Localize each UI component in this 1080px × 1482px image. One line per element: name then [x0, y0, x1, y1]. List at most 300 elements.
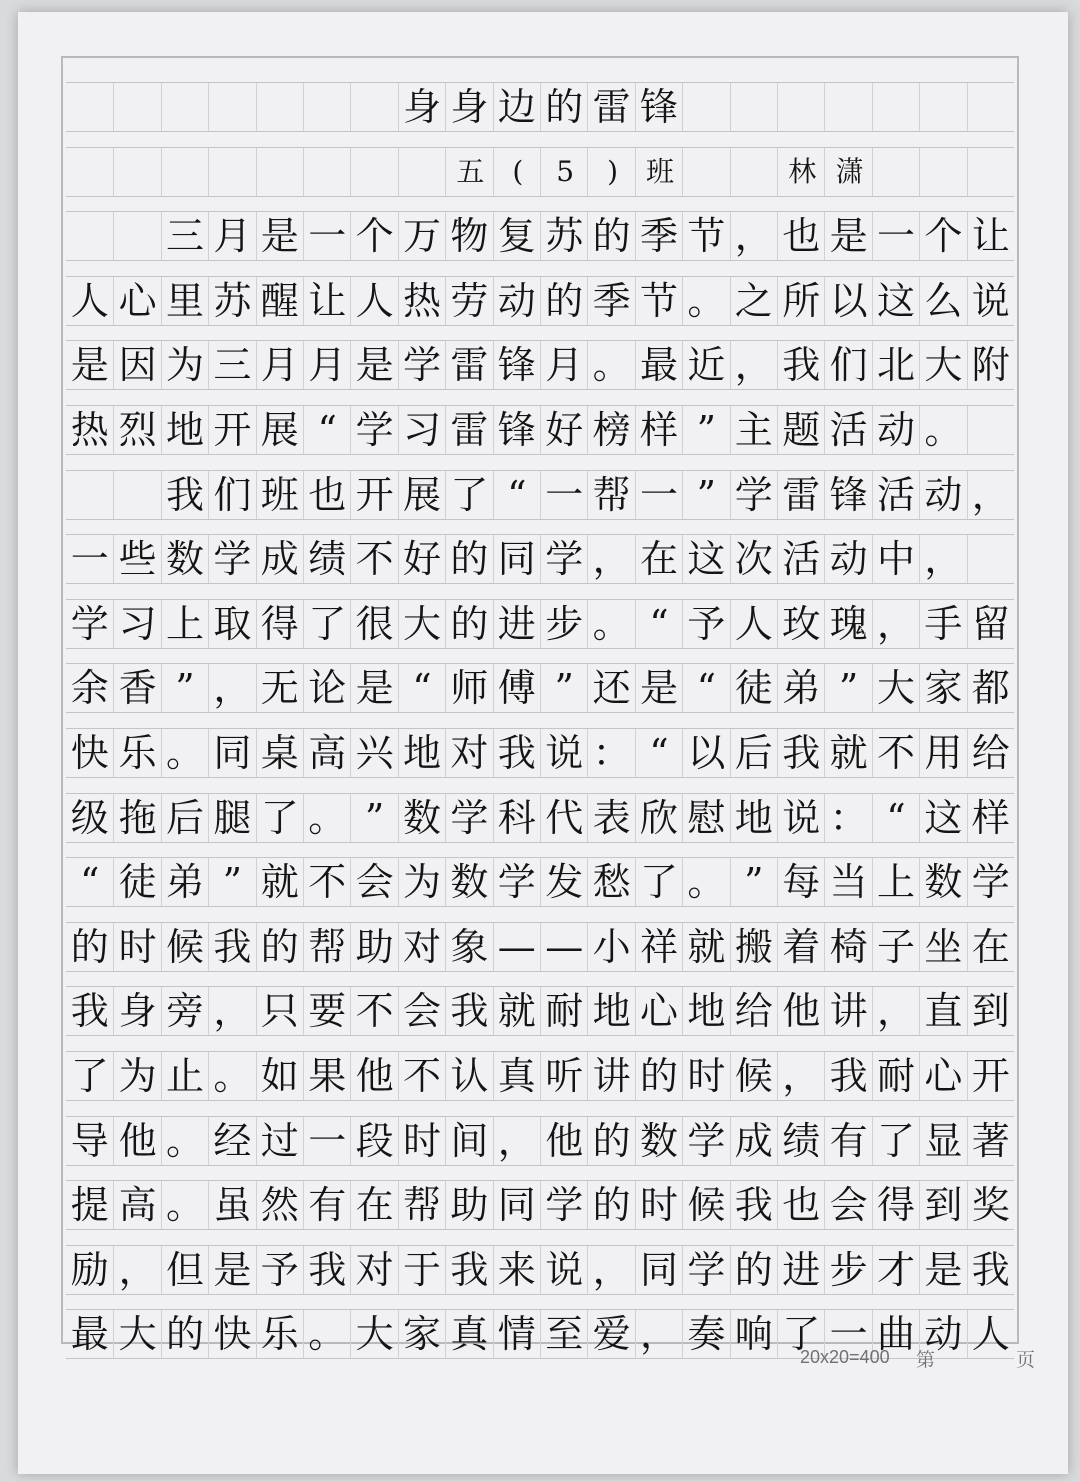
- grid-cell: 一: [540, 471, 587, 519]
- grid-cell: 大: [350, 1310, 397, 1358]
- grid-cell: 样: [967, 794, 1014, 842]
- grid-cell: 附: [967, 341, 1014, 389]
- grid-cell: 劳: [445, 277, 492, 325]
- grid-cell: [208, 148, 255, 196]
- grid-cell: 过: [256, 1117, 303, 1165]
- grid-cell: 香: [113, 664, 160, 712]
- grid-cell: [967, 83, 1014, 131]
- grid-cell: ，: [587, 535, 634, 583]
- text-row: [66, 857, 1014, 907]
- grid-cell: 动: [919, 1310, 966, 1358]
- grid-cell: [967, 148, 1014, 196]
- grid-cell: 止: [161, 1052, 208, 1100]
- grid-cell: 地: [682, 987, 729, 1035]
- grid-cell: 真: [493, 1052, 540, 1100]
- grid-cell: [208, 83, 255, 131]
- grid-cell: 以: [682, 729, 729, 777]
- text-row: [66, 211, 1014, 261]
- grid-cell: 是: [70, 343, 109, 388]
- grid-cell: 提: [70, 1183, 109, 1228]
- grid-cell: 不: [303, 858, 350, 906]
- grid-cell: [730, 83, 777, 131]
- grid-cell: [967, 406, 1014, 454]
- grid-cell: 帮: [587, 471, 634, 519]
- grid-cell: 学: [540, 1181, 587, 1229]
- grid-cell: 他: [777, 987, 824, 1035]
- grid-cell: ，: [208, 987, 255, 1035]
- grid-cell: 我: [493, 729, 540, 777]
- grid-cell: 对: [350, 1246, 397, 1294]
- grid-cell: “: [635, 729, 682, 777]
- grid-cell: 动: [919, 471, 966, 519]
- grid-cell: 是: [350, 664, 397, 712]
- grid-cell: 习: [398, 406, 445, 454]
- grid-cell: 好: [540, 406, 587, 454]
- grid-cell: 得: [872, 1181, 919, 1229]
- grid-cell: 弟: [161, 858, 208, 906]
- grid-cell: 雷: [445, 406, 492, 454]
- grid-cell: 搬: [730, 923, 777, 971]
- grid-cell: 瑰: [824, 600, 871, 648]
- grid-cell: 至: [540, 1310, 587, 1358]
- grid-cell: ，: [113, 1246, 160, 1294]
- grid-cell: 的: [540, 83, 587, 131]
- grid-cell: 小: [587, 923, 634, 971]
- grid-cell: 这: [872, 277, 919, 325]
- grid-cell: 复: [493, 212, 540, 260]
- grid-cell: 大: [113, 1310, 160, 1358]
- grid-cell: ，: [777, 1052, 824, 1100]
- grid-cell: 我: [777, 729, 824, 777]
- grid-cell: [66, 148, 113, 196]
- grid-cell: 苏: [540, 212, 587, 260]
- grid-cell: 快: [208, 1310, 255, 1358]
- grid-cell: 我: [161, 471, 208, 519]
- grid-cell: 说: [777, 794, 824, 842]
- grid-cell: 潇: [824, 148, 871, 196]
- grid-cell: 助: [445, 1181, 492, 1229]
- grid-cell: 步: [824, 1246, 871, 1294]
- grid-cell: 地: [398, 729, 445, 777]
- grid-cell: 心: [919, 1052, 966, 1100]
- grid-cell: 边: [493, 83, 540, 131]
- grid-cell: 直: [919, 987, 966, 1035]
- grid-cell: 级: [70, 795, 109, 840]
- grid-cell: 步: [540, 600, 587, 648]
- grid-cell: 说: [967, 277, 1014, 325]
- grid-cell: 讲: [824, 987, 871, 1035]
- grid-cell: 大: [398, 600, 445, 648]
- text-row: [66, 276, 1014, 326]
- grid-cell: 坐: [919, 923, 966, 971]
- grid-cell: 无: [256, 664, 303, 712]
- text-row: [66, 1116, 1014, 1166]
- grid-cell: 会: [824, 1181, 871, 1229]
- grid-cell: 么: [919, 277, 966, 325]
- grid-cell: 傅: [493, 664, 540, 712]
- grid-cell: [66, 471, 113, 519]
- grid-cell: 们: [208, 471, 255, 519]
- grid-cell: (: [493, 148, 540, 196]
- grid-cell: 动: [493, 277, 540, 325]
- grid-cell: 为: [113, 1052, 160, 1100]
- grid-cell: 快: [70, 731, 109, 775]
- grid-cell: 留: [967, 600, 1014, 648]
- grid-cell: 段: [350, 1117, 397, 1165]
- grid-cell: 一: [824, 1310, 871, 1358]
- grid-cell: 旁: [161, 987, 208, 1035]
- grid-cell: 师: [445, 664, 492, 712]
- grid-cell: 活: [777, 535, 824, 583]
- grid-cell: [919, 148, 966, 196]
- grid-cell: [161, 148, 208, 196]
- grid-cell: 在: [635, 535, 682, 583]
- grid-cell: ”: [682, 406, 729, 454]
- grid-cell: 热: [70, 408, 109, 452]
- grid-cell: 身: [113, 987, 160, 1035]
- grid-cell: 就: [493, 987, 540, 1035]
- grid-cell: 锋: [493, 406, 540, 454]
- grid-cell: 如: [256, 1052, 303, 1100]
- grid-cell: 中: [872, 535, 919, 583]
- grid-cell: 大: [872, 664, 919, 712]
- grid-cell: 让: [303, 277, 350, 325]
- grid-cell: 发: [540, 858, 587, 906]
- grid-cell: 奏: [682, 1310, 729, 1358]
- grid-cell: 对: [398, 923, 445, 971]
- grid-cell: 雷: [777, 471, 824, 519]
- grid-cell: 上: [161, 600, 208, 648]
- grid-cell: 雷: [587, 83, 634, 131]
- grid-cell: [872, 83, 919, 131]
- grid-cell: 耐: [872, 1052, 919, 1100]
- grid-cell: 。: [587, 341, 634, 389]
- grid-cell: 的: [635, 1052, 682, 1100]
- grid-cell: 给: [730, 987, 777, 1035]
- grid-cell: 子: [872, 923, 919, 971]
- grid-cell: 才: [872, 1246, 919, 1294]
- grid-cell: 月: [208, 212, 255, 260]
- grid-cell: 在: [350, 1181, 397, 1229]
- grid-cell: 林: [777, 148, 824, 196]
- grid-cell: 对: [445, 729, 492, 777]
- grid-cell: 身: [445, 83, 492, 131]
- grid-cell: 后: [161, 794, 208, 842]
- grid-cell: 。: [303, 1310, 350, 1358]
- grid-cell: ”: [161, 664, 208, 712]
- grid-cell: 了: [872, 1117, 919, 1165]
- grid-cell: 的: [161, 1310, 208, 1358]
- text-row: [66, 922, 1014, 972]
- grid-cell: 一: [635, 471, 682, 519]
- grid-cell: ，: [730, 212, 777, 260]
- grid-cell: 我: [303, 1246, 350, 1294]
- grid-cell: 会: [350, 858, 397, 906]
- grid-cell: 时: [635, 1181, 682, 1229]
- text-row: [66, 663, 1014, 713]
- grid-cell: 手: [919, 600, 966, 648]
- grid-cell: 椅: [824, 923, 871, 971]
- grid-cell: 一: [70, 537, 109, 582]
- grid-cell: 醒: [256, 277, 303, 325]
- grid-cell: 动: [872, 406, 919, 454]
- grid-cell: 听: [540, 1052, 587, 1100]
- grid-cell: 会: [398, 987, 445, 1035]
- grid-cell: 到: [919, 1181, 966, 1229]
- grid-cell: 为: [161, 341, 208, 389]
- grid-cell: 。: [587, 600, 634, 648]
- grid-cell: 高: [303, 729, 350, 777]
- grid-cell: 不: [872, 729, 919, 777]
- grid-cell: “: [635, 600, 682, 648]
- grid-cell: 地: [730, 794, 777, 842]
- grid-cell: [66, 212, 113, 260]
- grid-cell: 展: [398, 471, 445, 519]
- grid-cell: 学: [682, 1246, 729, 1294]
- grid-cell: 也: [777, 212, 824, 260]
- grid-cell: 他: [350, 1052, 397, 1100]
- grid-cell: 在: [967, 923, 1014, 971]
- grid-cell: 学: [70, 601, 109, 646]
- grid-cell: 月: [540, 341, 587, 389]
- grid-cell: 候: [161, 923, 208, 971]
- grid-cell: [256, 83, 303, 131]
- grid-cell: ”: [730, 858, 777, 906]
- grid-cell: 著: [967, 1117, 1014, 1165]
- grid-cell: 绩: [303, 535, 350, 583]
- grid-cell: 同: [635, 1246, 682, 1294]
- grid-cell: 乐: [256, 1310, 303, 1358]
- grid-cell: ，: [919, 535, 966, 583]
- grid-cell: “: [79, 860, 100, 905]
- grid-cell: “: [493, 471, 540, 519]
- grid-cell: 班: [635, 148, 682, 196]
- grid-cell: 是: [824, 212, 871, 260]
- grid-cell: 人: [70, 278, 109, 323]
- grid-cell: 代: [540, 794, 587, 842]
- grid-cell: 还: [587, 664, 634, 712]
- grid-cell: 季: [587, 277, 634, 325]
- grid-cell: 地: [587, 987, 634, 1035]
- grid-cell: 学: [350, 406, 397, 454]
- grid-cell: ，: [872, 600, 919, 648]
- page-label-prefix: 第: [916, 1349, 936, 1371]
- grid-cell: 响: [730, 1310, 777, 1358]
- grid-cell: 绩: [777, 1117, 824, 1165]
- grid-cell: [919, 83, 966, 131]
- grid-cell: [113, 148, 160, 196]
- grid-cell: 数: [398, 794, 445, 842]
- grid-cell: 了: [256, 794, 303, 842]
- grid-cell: 学: [540, 535, 587, 583]
- grid-cell: “: [872, 794, 919, 842]
- grid-cell: 习: [113, 600, 160, 648]
- grid-cell: 数: [445, 858, 492, 906]
- text-row: [66, 534, 1014, 584]
- grid-cell: 学: [398, 341, 445, 389]
- grid-cell: “: [398, 664, 445, 712]
- grid-cell: [730, 148, 777, 196]
- grid-cell: 数: [919, 858, 966, 906]
- grid-cell: 动: [824, 535, 871, 583]
- grid-cell: 每: [777, 858, 824, 906]
- grid-cell: [113, 212, 160, 260]
- grid-cell: 一: [303, 212, 350, 260]
- grid-cell: 成: [730, 1117, 777, 1165]
- grid-cell: 有: [824, 1117, 871, 1165]
- grid-cell: 好: [398, 535, 445, 583]
- grid-cell: 班: [256, 471, 303, 519]
- grid-cell: 家: [398, 1310, 445, 1358]
- grid-cell: 的: [587, 1117, 634, 1165]
- grid-cell: 就: [824, 729, 871, 777]
- grid-cell: 候: [682, 1181, 729, 1229]
- grid-cell: 季: [635, 212, 682, 260]
- grid-cell: 最: [635, 341, 682, 389]
- grid-cell: 学: [493, 858, 540, 906]
- grid-cell: 认: [445, 1052, 492, 1100]
- grid-cell: ，: [493, 1117, 540, 1165]
- grid-cell: 月: [256, 341, 303, 389]
- grid-cell: [113, 83, 160, 131]
- grid-cell: 。: [919, 406, 966, 454]
- grid-cell: 榜: [587, 406, 634, 454]
- grid-cell: 锋: [493, 341, 540, 389]
- grid-cell: 三: [161, 212, 208, 260]
- grid-cell: 用: [919, 729, 966, 777]
- grid-cell: 开: [350, 471, 397, 519]
- grid-cell: 同: [493, 535, 540, 583]
- text-row: [66, 1051, 1014, 1101]
- grid-cell: 不: [350, 535, 397, 583]
- author-row: [66, 147, 1014, 197]
- text-row: [66, 1180, 1014, 1230]
- grid-cell: 地: [161, 406, 208, 454]
- grid-cell: 学: [445, 794, 492, 842]
- grid-cell: 同: [208, 729, 255, 777]
- grid-cell: 五: [445, 148, 492, 196]
- grid-cell: 经: [208, 1117, 255, 1165]
- grid-cell: 兴: [350, 729, 397, 777]
- grid-cell: 耐: [540, 987, 587, 1035]
- text-row: [66, 986, 1014, 1036]
- grid-cell: 然: [256, 1181, 303, 1229]
- grid-cell: 了: [445, 471, 492, 519]
- grid-size-label: 20x20=400: [800, 1347, 890, 1367]
- grid-cell: “: [682, 664, 729, 712]
- grid-cell: 虽: [208, 1181, 255, 1229]
- grid-cell: 心: [635, 987, 682, 1035]
- grid-cell: [824, 83, 871, 131]
- text-row: [66, 1245, 1014, 1295]
- text-row: [66, 405, 1014, 455]
- grid-cell: ，: [635, 1310, 682, 1358]
- grid-cell: 最: [70, 1312, 109, 1357]
- grid-cell: 的: [540, 277, 587, 325]
- grid-cell: 人: [350, 277, 397, 325]
- grid-cell: 真: [445, 1310, 492, 1358]
- grid-cell: 为: [398, 858, 445, 906]
- grid-cell: 象: [445, 923, 492, 971]
- grid-cell: 徒: [113, 858, 160, 906]
- grid-cell: 得: [256, 600, 303, 648]
- grid-cell: 我: [445, 987, 492, 1035]
- grid-cell: 了: [70, 1054, 109, 1098]
- grid-cell: 些: [113, 535, 160, 583]
- manuscript-paper: [18, 12, 1068, 1474]
- grid-cell: 时: [398, 1117, 445, 1165]
- grid-cell: [967, 535, 1014, 583]
- grid-cell: 我: [824, 1052, 871, 1100]
- grid-cell: 取: [208, 600, 255, 648]
- grid-cell: 他: [113, 1117, 160, 1165]
- grid-cell: 物: [445, 212, 492, 260]
- grid-cell: 我: [208, 923, 255, 971]
- grid-cell: 着: [777, 923, 824, 971]
- grid-cell: [161, 83, 208, 131]
- grid-cell: ：: [824, 794, 871, 842]
- text-row: [66, 340, 1014, 390]
- grid-cell: 5: [540, 148, 587, 196]
- grid-cell: 里: [161, 277, 208, 325]
- grid-cell: [682, 83, 729, 131]
- grid-cell: 苏: [208, 277, 255, 325]
- grid-cell: 活: [824, 406, 871, 454]
- grid-cell: ，: [730, 341, 777, 389]
- grid-cell: 科: [493, 794, 540, 842]
- grid-cell: 所: [777, 277, 824, 325]
- grid-cell: 奖: [967, 1181, 1014, 1229]
- grid-cell: 我: [730, 1181, 777, 1229]
- text-row: [66, 728, 1014, 778]
- grid-cell: 于: [398, 1246, 445, 1294]
- grid-cell: 展: [256, 406, 303, 454]
- grid-cell: 间: [445, 1117, 492, 1165]
- grid-cell: 节: [682, 212, 729, 260]
- grid-cell: 。: [682, 277, 729, 325]
- grid-cell: 月: [303, 341, 350, 389]
- grid-cell: 学: [730, 471, 777, 519]
- grid-cell: 节: [635, 277, 682, 325]
- grid-cell: 就: [256, 858, 303, 906]
- grid-cell: 是: [635, 664, 682, 712]
- grid-cell: 曲: [872, 1310, 919, 1358]
- grid-cell: 的: [445, 535, 492, 583]
- grid-cell: 之: [730, 277, 777, 325]
- grid-cell: 三: [208, 341, 255, 389]
- grid-cell: 这: [682, 535, 729, 583]
- grid-cell: 导: [70, 1118, 109, 1163]
- grid-cell: 愁: [587, 858, 634, 906]
- grid-cell: ，: [967, 471, 1014, 519]
- grid-cell: 个: [350, 212, 397, 260]
- grid-cell: 一: [303, 1117, 350, 1165]
- grid-cell: 人: [967, 1310, 1014, 1358]
- grid-cell: ”: [824, 664, 871, 712]
- grid-cell: [113, 471, 160, 519]
- grid-cell: 表: [587, 794, 634, 842]
- grid-cell: 要: [303, 987, 350, 1035]
- grid-cell: 热: [398, 277, 445, 325]
- grid-cell: 当: [824, 858, 871, 906]
- grid-cell: 上: [872, 858, 919, 906]
- grid-cell: 数: [635, 1117, 682, 1165]
- grid-cell: ，: [587, 1246, 634, 1294]
- grid-cell: ): [587, 148, 634, 196]
- grid-cell: 说: [540, 729, 587, 777]
- grid-cell: 帮: [398, 1181, 445, 1229]
- grid-cell: 助: [350, 923, 397, 971]
